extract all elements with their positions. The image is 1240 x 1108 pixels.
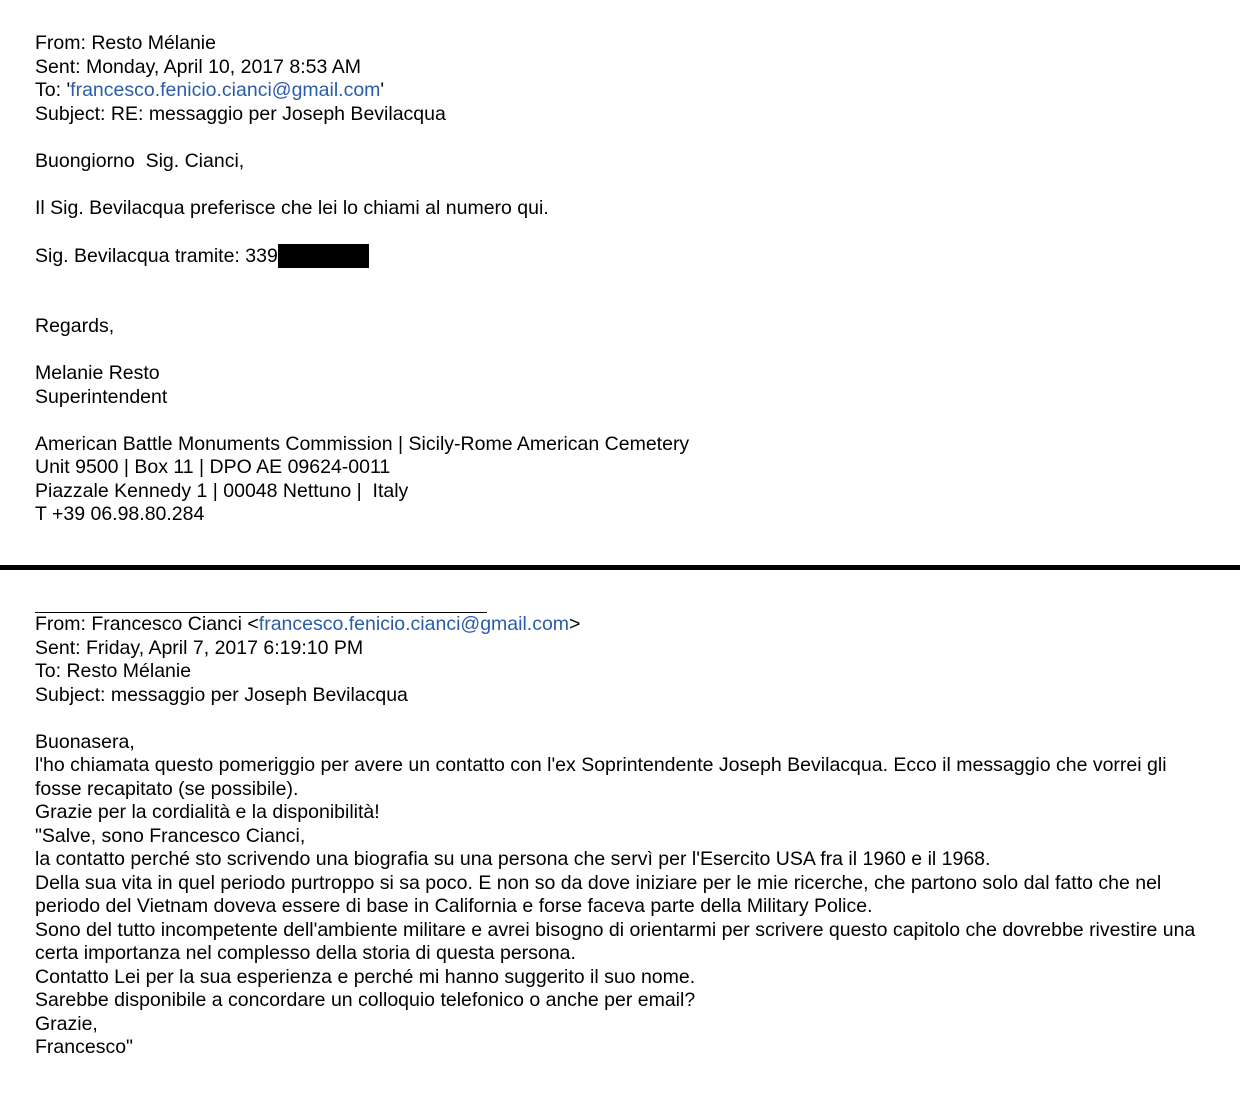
subject-label: Subject:	[35, 102, 106, 125]
subject-value: RE: messaggio per Joseph Bevilacqua	[110, 102, 446, 125]
header-from	[35, 32, 1212, 56]
body-paragraph: Grazie,	[35, 1012, 98, 1035]
body-paragraph: "Salve, sono Francesco Cianci,	[35, 824, 306, 847]
to-quote-open: '	[66, 79, 71, 101]
body-paragraph: l'ho chiamata questo pomeriggio per avere un contatto con l'ex Soprintendente Joseph Bevilacqua. Ecco il messaggio che vorrei gli fosse recapitato (se possibile).	[35, 754, 1167, 800]
signature-phone: T +39 06.98.80.284	[35, 503, 205, 525]
signature-address2: Piazzale Kennedy 1 | 00048 Nettuno | Italy	[35, 479, 409, 502]
body-paragraph: Grazie per la cordialità e la disponibilità!	[35, 801, 380, 823]
subject-value: messaggio per Joseph Bevilacqua	[110, 683, 408, 706]
header-subject	[35, 103, 1212, 127]
signature-org: American Battle Monuments Commission | Sicily-Rome American Cemetery	[35, 432, 690, 455]
phone-line	[35, 244, 1212, 269]
header-to	[35, 660, 1212, 684]
from-close: >	[569, 613, 581, 635]
signature-address1: Unit 9500 | Box 11 | DPO AE 09624-0011	[35, 456, 391, 478]
body-paragraph: Sono del tutto incompetente dell'ambiente militare e avrei bisogno di orientarmi per scrivere questo capitolo che dovrebbe rivestire una certa importanza nel complesso della storia di questa persona.	[35, 918, 1196, 964]
redaction-box	[278, 244, 369, 268]
sent-value: Monday, April 10, 2017 8:53 AM	[85, 55, 361, 78]
header-to	[35, 79, 1212, 103]
from-value: Resto Mélanie	[91, 32, 216, 54]
to-email-link[interactable]: francesco.fenicio.cianci@gmail.com	[70, 79, 381, 101]
from-label: From:	[35, 32, 86, 54]
subject-label: Subject:	[35, 683, 106, 706]
signature-title: Superintendent	[35, 385, 168, 408]
body-paragraph: Buonasera,	[35, 730, 135, 753]
header-subject	[35, 684, 1212, 708]
to-label: To:	[35, 660, 62, 682]
sent-label: Sent:	[35, 55, 81, 78]
from-open: <	[247, 613, 259, 635]
header-from	[35, 613, 1212, 637]
to-label: To:	[35, 79, 62, 101]
body-paragraph: la contatto perché sto scrivendo una biografia su una persona che servì per l'Esercito USA fra il 1960 e il 1968.	[35, 848, 991, 870]
phone-prefix: Sig. Bevilacqua tramite: 339	[35, 244, 278, 267]
greeting: Buongiorno Sig. Cianci,	[35, 149, 245, 172]
body-paragraph: Francesco"	[35, 1036, 133, 1058]
to-value: Resto Mélanie	[66, 660, 192, 682]
sent-value: Friday, April 7, 2017 6:19:10 PM	[85, 636, 364, 659]
section-separator	[0, 565, 1240, 570]
header-sent	[35, 637, 1212, 661]
body-line: Il Sig. Bevilacqua preferisce che lei lo chiami al numero qui.	[35, 196, 549, 219]
from-label: From:	[35, 613, 86, 635]
email-original	[35, 600, 1212, 1060]
from-email-link[interactable]: francesco.fenicio.cianci@gmail.com	[258, 613, 570, 635]
header-sent	[35, 56, 1212, 80]
sent-label: Sent:	[35, 636, 81, 659]
email-reply	[35, 32, 1212, 527]
body-paragraph: Contatto Lei per la sua esperienza e perché mi hanno suggerito il suo nome.	[35, 965, 696, 988]
body-paragraph: Della sua vita in quel periodo purtroppo si sa poco. E non so da dove iniziare per le mie ricerche, che partono solo dal fatto che nel periodo del Vietnam doveva essere di base in California e forse faceva parte della Military Police.	[35, 871, 1162, 917]
quote-separator-rule	[35, 598, 487, 613]
from-name: Francesco Cianci	[91, 613, 242, 635]
signature-name: Melanie Resto	[35, 362, 160, 384]
to-quote-close: '	[380, 79, 385, 101]
body-paragraph: Sarebbe disponibile a concordare un colloquio telefonico o anche per email?	[35, 989, 696, 1011]
closing: Regards,	[35, 315, 115, 337]
